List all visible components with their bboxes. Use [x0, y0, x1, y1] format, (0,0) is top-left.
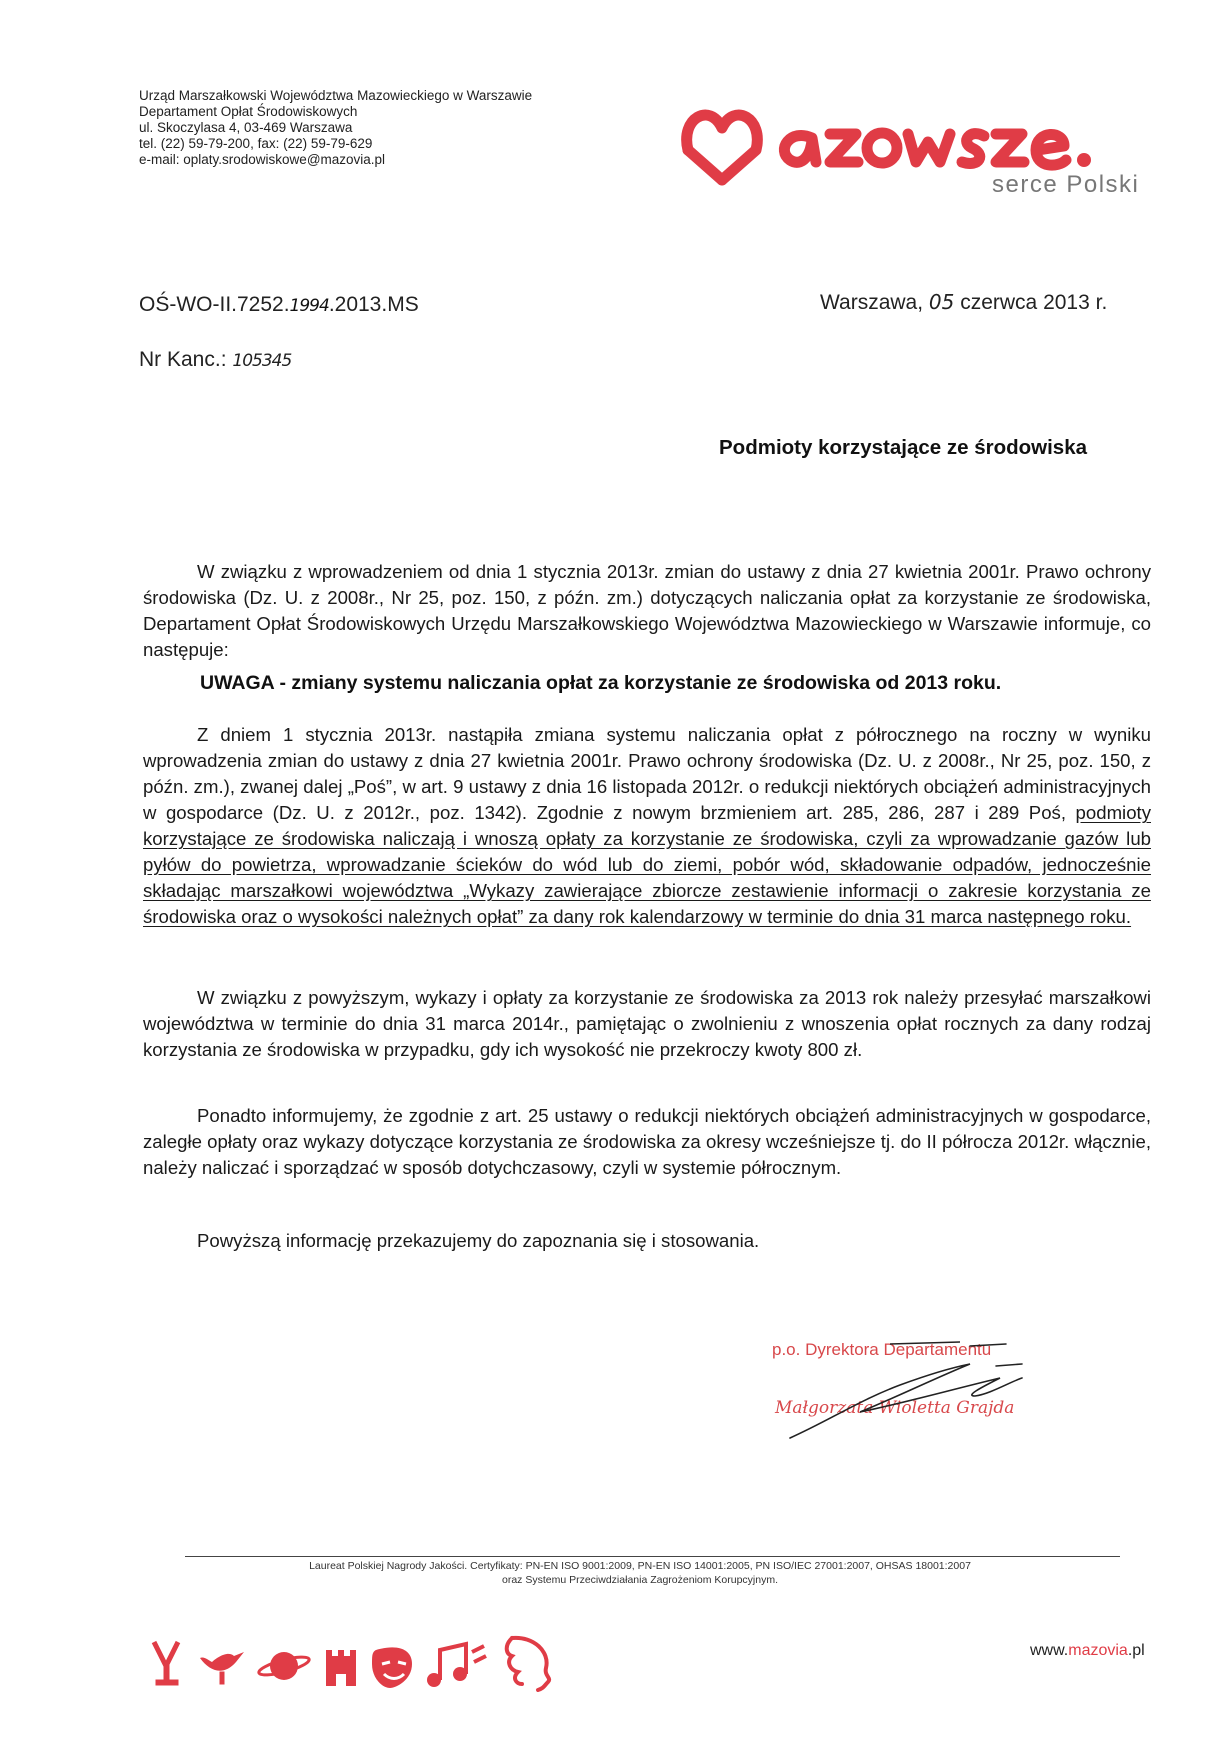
paragraph-underlined-part: podmioty korzystające ze środowiska naliczają i wnoszą opłaty za korzystanie ze środowiska, czyli za wprowadzanie gazów lub pyłów do powietrza, wprowadzanie ścieków do wód lub do ziemi, pobór wód, składowanie odpadów, jednocześnie składając marszałkowi województwa „Wykazy zawierające zbiorcze zestawienie informacji o zakresie korzystania ze środowiska oraz o wysokości należnych opłat” za dany rok kalendarzowy w terminie do dnia 31 marca następnego roku.: [143, 802, 1151, 927]
reference-handwritten-number: 1994: [289, 296, 329, 316]
paragraph-arrears: [143, 1103, 1151, 1181]
footer-divider: [185, 1556, 1120, 1557]
signature-name: Małgorzata Wioletta Grajda: [775, 1398, 1015, 1418]
kanc-number: [139, 348, 291, 372]
castle-icon: [326, 1650, 356, 1686]
place-date: [820, 290, 1107, 315]
face-profile-icon: [507, 1638, 549, 1690]
paragraph-closing: [143, 1228, 1151, 1254]
paragraph-deadline: [143, 985, 1151, 1063]
paragraph-text: W związku z wprowadzeniem od dnia 1 stycznia 2013r. zmian do ustawy z dnia 27 kwietnia 2001r. Prawo ochrony środowiska (Dz. U. z 2008r., Nr 25, poz. 150, z późn. zm.) dotyczących naliczania opłat za korzystanie ze środowiska, Departament Opłat Środowiskowych Urzędu Marszałkowskiego Województwa Mazowieckiego w Warszawie informuje, co następuje:: [143, 561, 1151, 660]
paragraph-text: [143, 722, 1151, 930]
goblet-icon: [154, 1642, 178, 1685]
web-prefix: www.: [1030, 1642, 1069, 1659]
date-day-handwritten: 05: [928, 290, 955, 314]
sender-address: [139, 88, 532, 168]
city: Warszawa,: [820, 291, 924, 314]
addressee: Podmioty korzystające ze środowiska: [719, 436, 1087, 459]
notice-heading: UWAGA - zmiany systemu naliczania opłat za korzystanie ze środowiska od 2013 roku.: [200, 672, 1002, 694]
web-domain: mazovia: [1068, 1642, 1128, 1659]
svg-text:serce Polski: serce Polski: [992, 171, 1140, 198]
reference-number: [139, 293, 419, 317]
footer-certificates: Laureat Polskiej Nagrody Jakości. Certyfikaty: PN-EN ISO 9001:2009, PN-EN ISO 14001:2005, PN ISO/IEC 27001:2007, OHSAS 18001:2007: [309, 1560, 971, 1572]
date-rest: czerwca 2013 r.: [960, 291, 1108, 314]
paragraph-text: Ponadto informujemy, że zgodnie z art. 25 ustawy o redukcji niektórych obciążeń administracyjnych w gospodarce, zaległe opłaty oraz wykazy dotyczące korzystania ze środowiska za okresy wcześniejsze tj. do II półrocza 2012r. włącznie, należy naliczać i sporządzać w sposób dotychczasowy, czyli w systemie półrocznym.: [143, 1105, 1151, 1178]
signature-title: p.o. Dyrektora Departamentu: [772, 1340, 992, 1359]
sender-line: Urząd Marszałkowski Województwa Mazowieckiego w Warszawie: [139, 88, 533, 103]
mazowsze-logo: [680, 88, 1150, 198]
reference-suffix: .2013.MS: [328, 293, 419, 316]
paragraph-text: W związku z powyższym, wykazy i opłaty za korzystanie ze środowiska za 2013 rok należy przesyłać marszałkowi województwa w terminie do dnia 31 marca 2014r., pamiętając o zwolnieniu z wnoszenia opłat rocznych za dany rodzaj korzystania ze środowiska w przypadku, gdy ich wysokość nie przekroczy kwoty 800 zł.: [143, 987, 1151, 1060]
kanc-handwritten-number: 105345: [232, 351, 292, 371]
kanc-label: Nr Kanc.:: [139, 348, 227, 371]
paragraph-text: Powyższą informację przekazujemy do zapoznania się i stosowania.: [197, 1230, 760, 1251]
bird-icon: [200, 1652, 244, 1684]
footer-icon-row: [150, 1632, 580, 1692]
website-link[interactable]: [1030, 1642, 1145, 1660]
paragraph-changes: [143, 722, 1151, 930]
paragraph-intro: [143, 559, 1151, 663]
sender-line: ul. Skoczylasa 4, 03-469 Warszawa: [139, 120, 353, 135]
planet-icon: [257, 1652, 310, 1680]
footer-anticorruption: oraz Systemu Przeciwdziałania Zagrożeniom Korupcyjnym.: [501, 1574, 779, 1586]
web-suffix: .pl: [1127, 1642, 1145, 1659]
paragraph-plain-part: Z dniem 1 stycznia 2013r. nastąpiła zmiana systemu naliczania opłat z półrocznego na roczny w wyniku wprowadzenia zmian do ustawy z dnia 27 kwietnia 2001r. Prawo ochrony środowiska (Dz. U. z 2008r., Nr 25, poz. 150, z późn. zm.), zwanej dalej „Poś”, w art. 9 ustawy z dnia 16 listopada 2012r. o redukcji niektórych obciążeń administracyjnych w gospodarce (Dz. U. z 2012r., poz. 1342). Zgodnie z nowym brzmieniem art. 285, 286, 287 i 289 Poś,: [143, 724, 1151, 823]
sender-line: e-mail: oplaty.srodowiskowe@mazovia.pl: [139, 152, 386, 167]
handwritten-signature: [770, 1330, 1100, 1440]
music-note-icon: [427, 1644, 486, 1687]
sender-line: Departament Opłat Środowiskowych: [139, 104, 358, 119]
reference-prefix: OŚ-WO-II.7252.: [139, 293, 290, 316]
sender-line: tel. (22) 59-79-200, fax: (22) 59-79-629: [139, 136, 373, 151]
theatre-mask-icon: [372, 1647, 412, 1688]
